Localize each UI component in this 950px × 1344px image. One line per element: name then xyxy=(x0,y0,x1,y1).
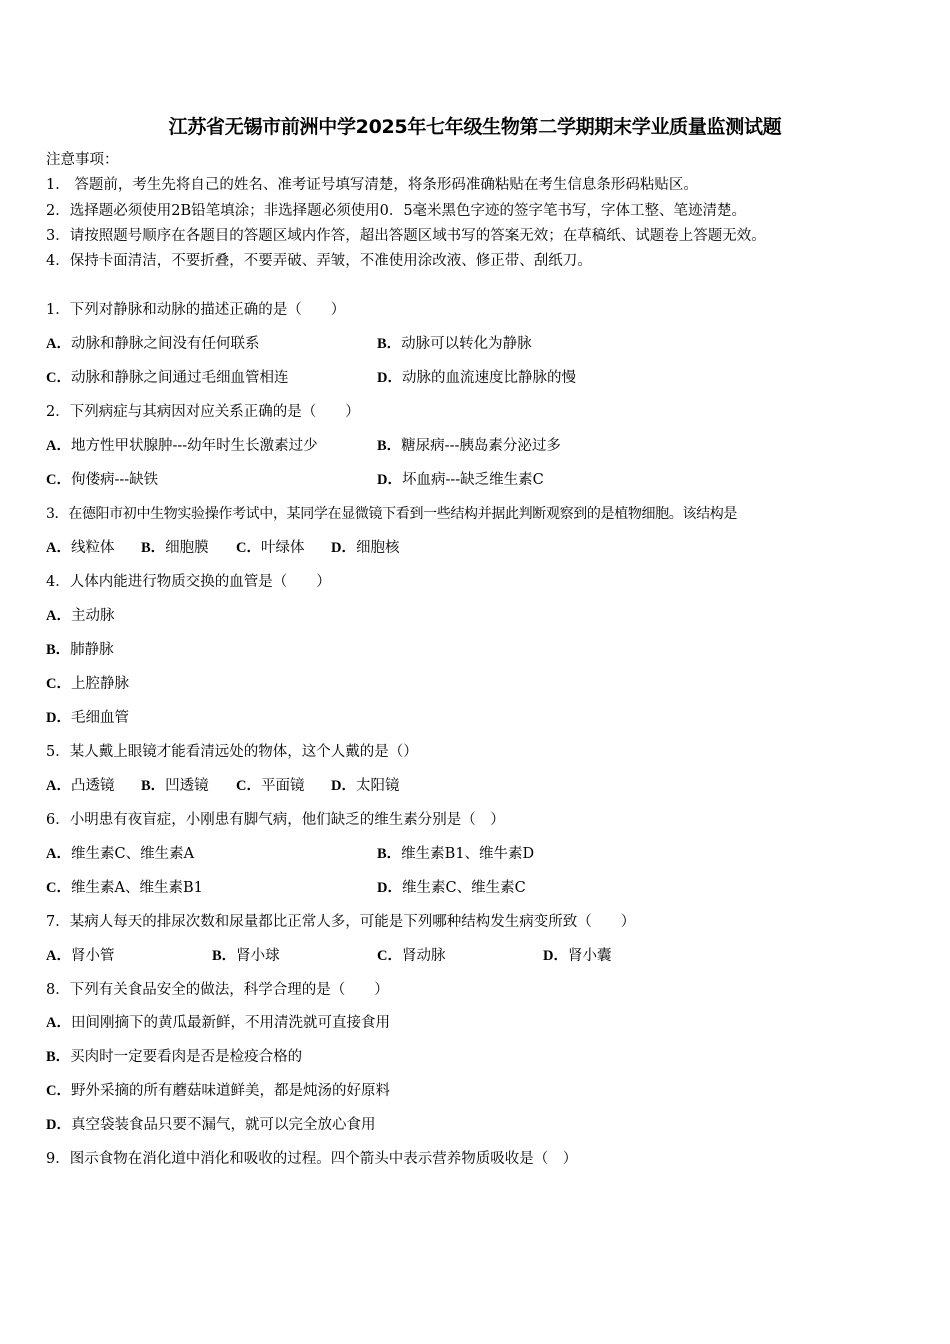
option-b[interactable]: B．动脉可以转化为静脉 xyxy=(377,336,532,352)
option-c[interactable]: C．野外采摘的所有蘑菇味道鲜美，都是炖汤的好原料 xyxy=(46,1083,390,1099)
option-b[interactable]: B．肺静脉 xyxy=(46,642,114,658)
question-stem: 3．在德阳市初中生物实验操作考试中，某同学在显微镜下看到一些结构并据此判断观察到的是植物细胞。该结构是 xyxy=(46,506,738,522)
notice-heading: 注意事项： xyxy=(46,152,119,168)
notice-item: 3．请按照题号顺序在各题目的答题区域内作答，超出答题区域书写的答案无效；在草稿纸、试题卷上答题无效。 xyxy=(46,228,766,244)
question-stem: 5．某人戴上眼镜才能看清远处的物体，这个人戴的是（） xyxy=(46,744,418,760)
option-b[interactable]: B．凹透镜 xyxy=(141,778,209,794)
option-a[interactable]: A．地方性甲状腺肿---幼年时生长激素过少 xyxy=(46,438,318,454)
option-c[interactable]: C．肾动脉 xyxy=(377,948,446,964)
option-b[interactable]: B．维生素B1、维牛素D xyxy=(377,846,535,862)
option-c[interactable]: C．叶绿体 xyxy=(236,540,305,556)
option-d[interactable]: D．维生素C、维生素C xyxy=(377,880,526,896)
question-stem: 2．下列病症与其病因对应关系正确的是（ ） xyxy=(46,404,360,420)
option-b[interactable]: B．细胞膜 xyxy=(141,540,209,556)
option-d[interactable]: D．太阳镜 xyxy=(331,778,400,794)
page-title: 江苏省无锡市前洲中学2025年七年级生物第二学期期末学业质量监测试题 xyxy=(168,116,782,138)
option-d[interactable]: D．真空袋装食品只要不漏气，就可以完全放心食用 xyxy=(46,1117,376,1133)
option-a[interactable]: A．肾小管 xyxy=(46,948,115,964)
question-stem: 4．人体内能进行物质交换的血管是（ ） xyxy=(46,574,331,590)
question-stem: 9．图示食物在消化道中消化和吸收的过程。四个箭头中表示营养物质吸收是（ ） xyxy=(46,1151,578,1167)
option-b[interactable]: B．糖尿病---胰岛素分泌过多 xyxy=(377,438,561,454)
option-d[interactable]: D．肾小囊 xyxy=(543,948,612,964)
notice-item: 4．保持卡面清洁，不要折叠，不要弄破、弄皱，不准使用涂改液、修正带、刮纸刀。 xyxy=(46,253,592,269)
option-a[interactable]: A．主动脉 xyxy=(46,608,115,624)
option-a[interactable]: A．田间刚摘下的黄瓜最新鲜，不用清洗就可直接食用 xyxy=(46,1015,390,1031)
option-a[interactable]: A．维生素C、维生素A xyxy=(46,846,195,862)
option-a[interactable]: A．动脉和静脉之间没有任何联系 xyxy=(46,336,260,352)
option-b[interactable]: B．肾小球 xyxy=(212,948,280,964)
option-c[interactable]: C．上腔静脉 xyxy=(46,676,129,692)
option-c[interactable]: C．动脉和静脉之间通过毛细血管相连 xyxy=(46,370,289,386)
option-c[interactable]: C．佝偻病---缺铁 xyxy=(46,472,159,488)
option-d[interactable]: D．动脉的血流速度比静脉的慢 xyxy=(377,370,576,386)
option-a[interactable]: A．凸透镜 xyxy=(46,778,115,794)
option-d[interactable]: D．细胞核 xyxy=(331,540,400,556)
question-stem: 1．下列对静脉和动脉的描述正确的是（ ） xyxy=(46,302,346,318)
question-stem: 6．小明患有夜盲症，小刚患有脚气病，他们缺乏的维生素分别是（ ） xyxy=(46,812,505,828)
option-c[interactable]: C．平面镜 xyxy=(236,778,305,794)
option-c[interactable]: C．维生素A、维生素B1 xyxy=(46,880,203,896)
notice-item: 2．选择题必须使用2B铅笔填涂；非选择题必须使用0．5毫米黑色字迹的签字笔书写，字体工整、笔迹清楚。 xyxy=(46,203,747,219)
question-stem: 7．某病人每天的排尿次数和尿量都比正常人多，可能是下列哪种结构发生病变所致（ ） xyxy=(46,914,636,930)
option-b[interactable]: B．买肉时一定要看肉是否是检疫合格的 xyxy=(46,1049,303,1065)
option-a[interactable]: A．线粒体 xyxy=(46,540,115,556)
option-d[interactable]: D．坏血病---缺乏维生素C xyxy=(377,472,544,488)
option-d[interactable]: D．毛细血管 xyxy=(46,710,129,726)
notice-item: 1． 答题前，考生先将自己的姓名、准考证号填写清楚，将条形码准确粘贴在考生信息条形码粘贴区。 xyxy=(46,177,698,193)
question-stem: 8．下列有关食品安全的做法，科学合理的是（ ） xyxy=(46,982,389,998)
